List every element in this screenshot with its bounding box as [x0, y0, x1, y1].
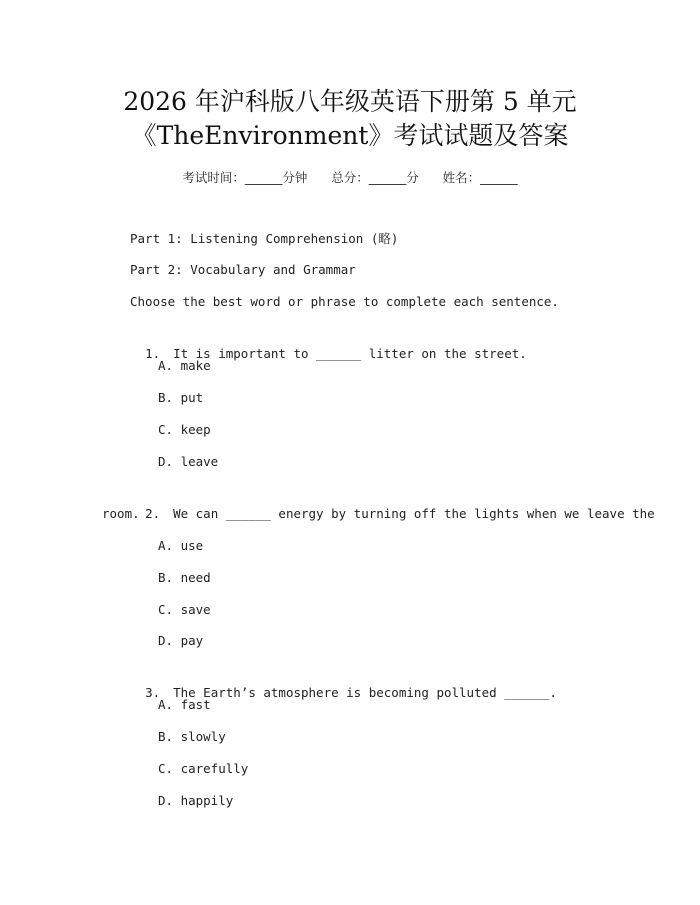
question-number: 3.	[145, 685, 161, 700]
question-2	[130, 484, 655, 524]
option-a: A. use	[158, 538, 204, 553]
exam-meta-line: 考试时间：______分钟 总分：______分 姓名：______	[182, 170, 518, 185]
part-2-heading: Part 2: Vocabulary and Grammar	[130, 262, 356, 277]
option-b: B. need	[158, 570, 211, 585]
question-text: It is important to ______ litter on the street.	[173, 346, 527, 361]
option-c: C. save	[158, 602, 211, 617]
option-a: A. fast	[158, 697, 211, 712]
option-d: D. leave	[158, 454, 219, 469]
question-number: 1.	[145, 346, 161, 361]
option-d: D. pay	[158, 633, 204, 648]
question-text: We can ______ energy by turning off the lights when we leave the	[173, 506, 655, 521]
option-c: C. keep	[158, 422, 211, 437]
document-title-line-2: 《TheEnvironment》考试试题及答案	[131, 121, 569, 150]
option-c: C. carefully	[158, 761, 249, 776]
option-b: B. slowly	[158, 729, 226, 744]
question-text: The Earth’s atmosphere is becoming polluted ______.	[173, 685, 557, 700]
question-number: 2.	[145, 506, 161, 521]
instruction-text: Choose the best word or phrase to complete each sentence.	[130, 294, 559, 309]
option-d: D. happily	[158, 793, 234, 808]
part-1-heading: Part 1: Listening Comprehension (略)	[130, 231, 399, 246]
document-title-line-1: 2026 年沪科版八年级英语下册第 5 单元	[123, 87, 577, 116]
question-2-continuation: room.	[102, 506, 140, 521]
option-b: B. put	[158, 390, 204, 405]
option-a: A. make	[158, 358, 211, 373]
